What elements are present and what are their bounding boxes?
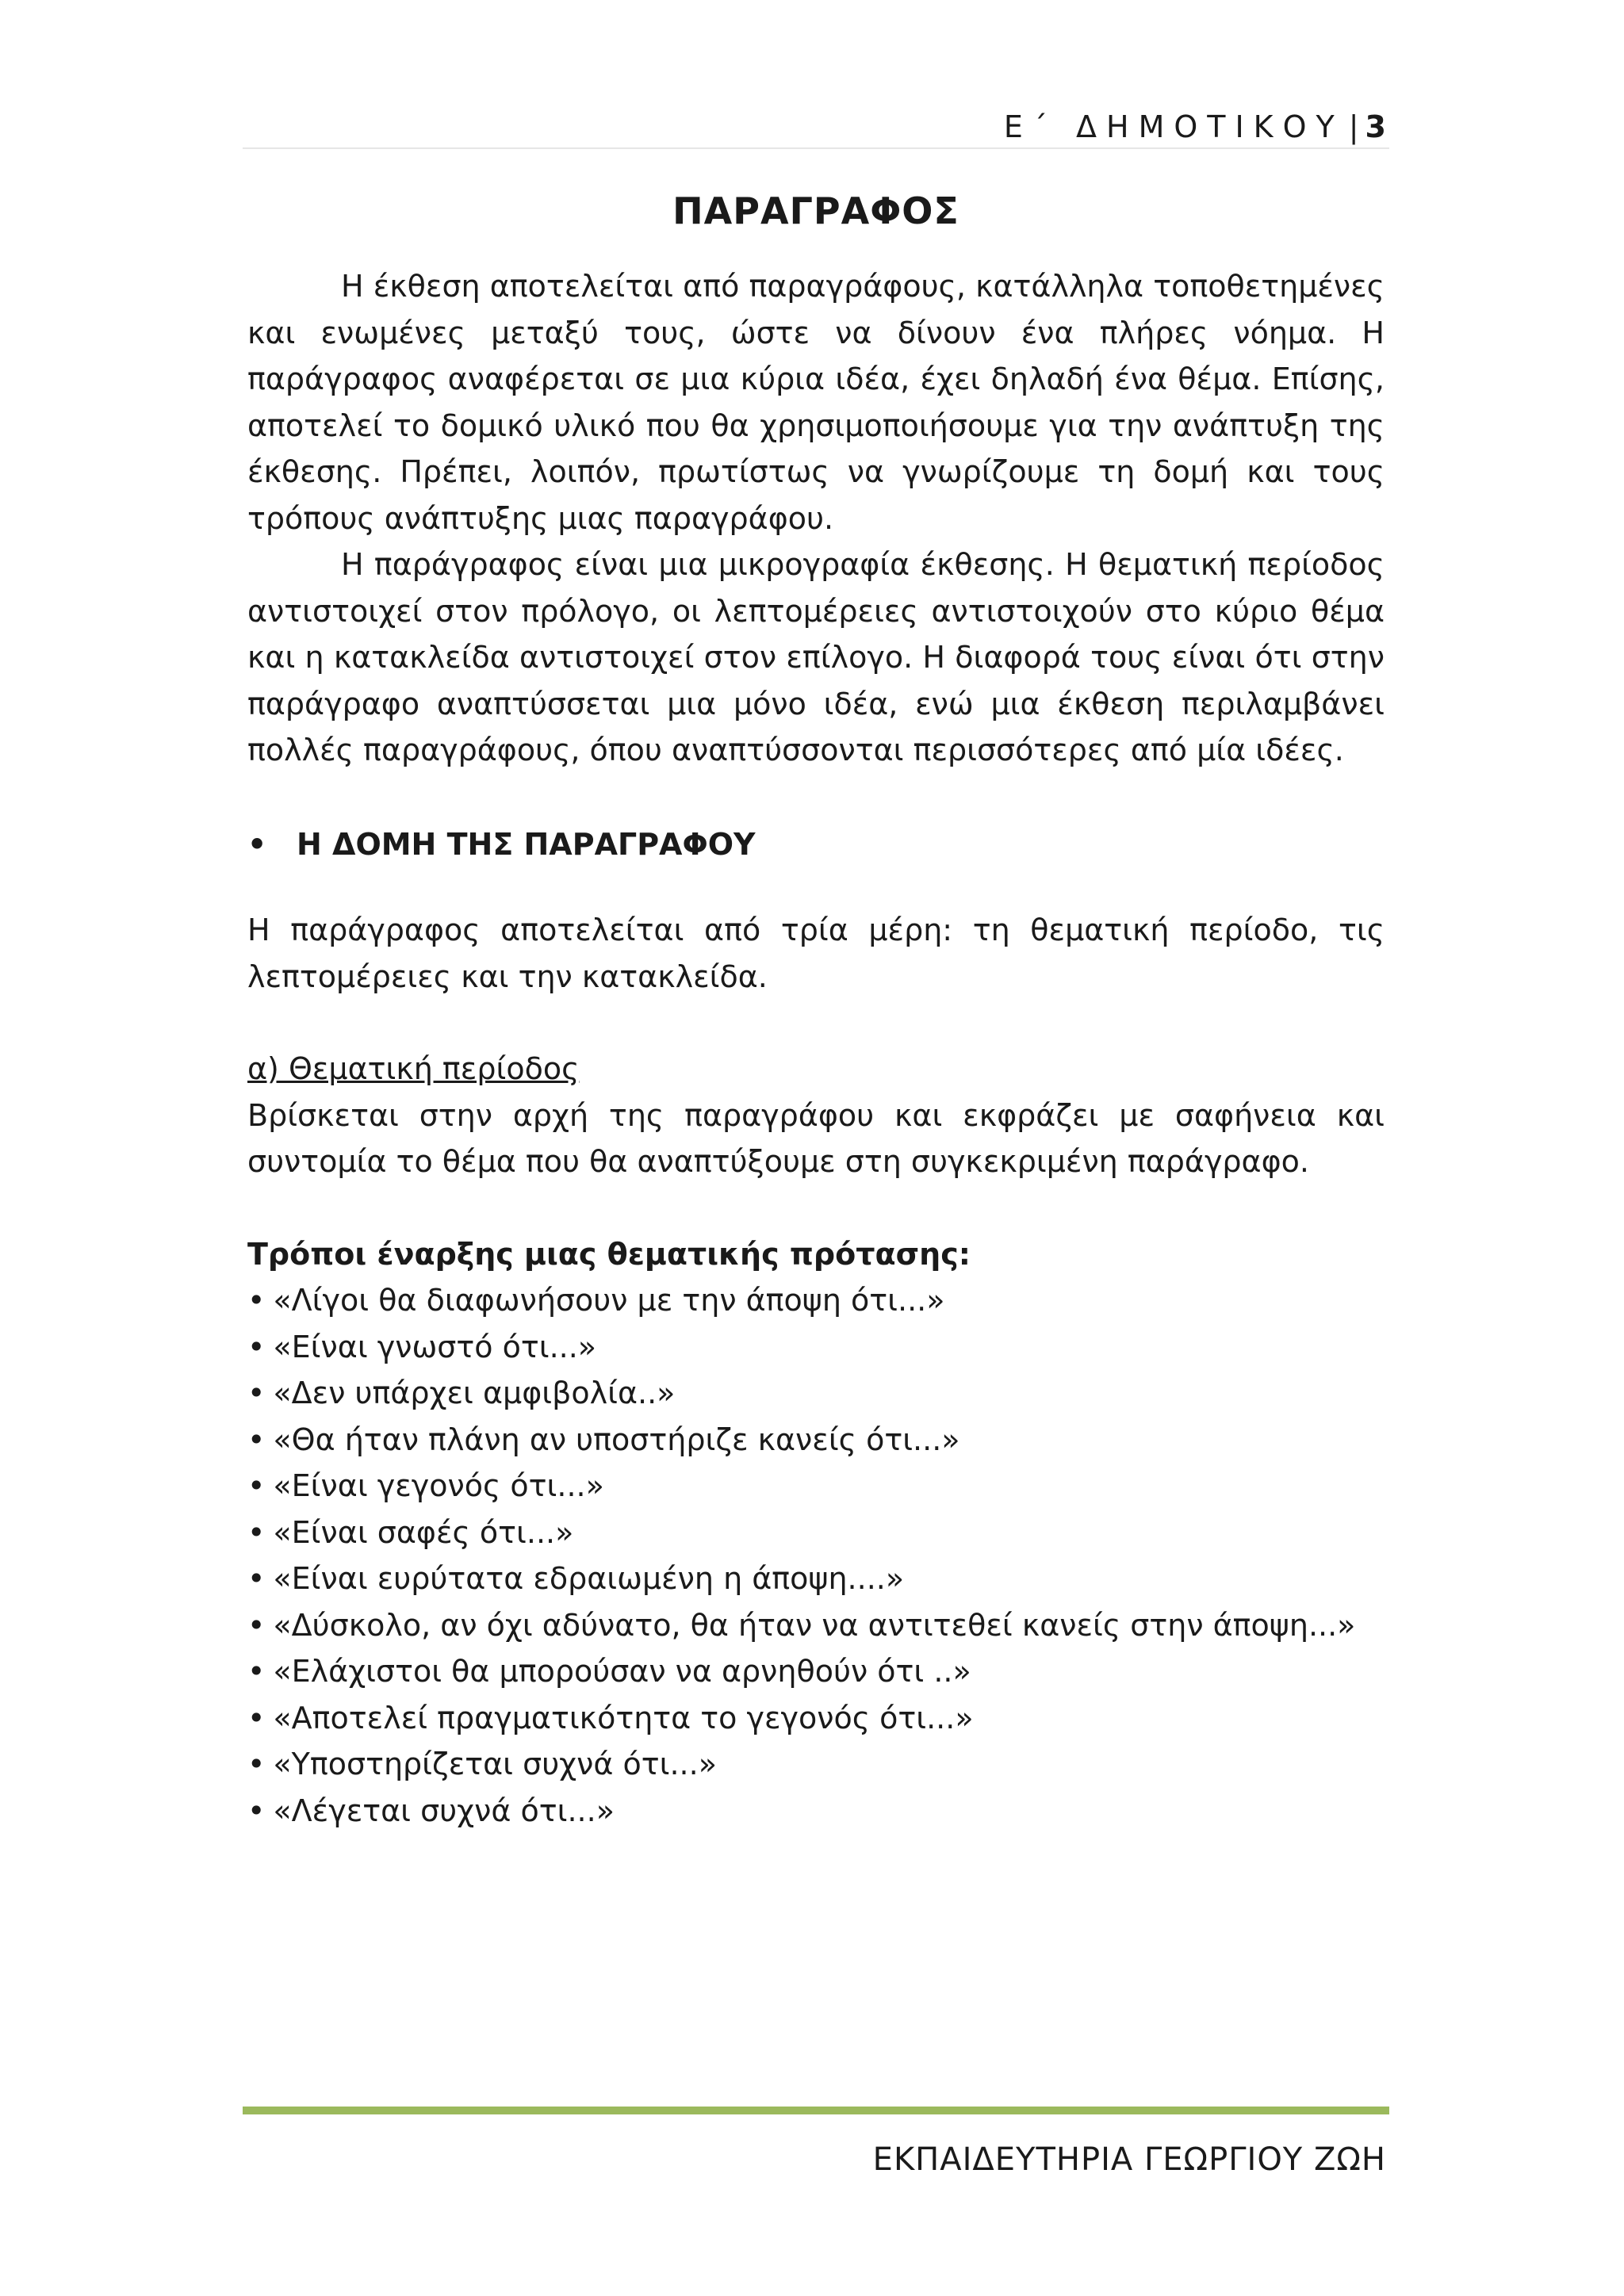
subheading-paragraph: Βρίσκεται στην αρχή της παραγράφου και εκφράζει με σαφήνεια και συντομία το θέμα που θα αναπτύξουμε στη συγκεκριμένη παράγραφο. <box>247 1097 1385 1179</box>
header-title: Ε΄ ΔΗΜΟΤΙΚΟΥ <box>1003 109 1344 144</box>
list-item <box>247 1510 1385 1556</box>
list-item <box>247 1463 1385 1510</box>
list-item <box>247 1741 1385 1788</box>
bullet-icon: • <box>247 1607 266 1643</box>
bullet-icon: • <box>247 1793 266 1828</box>
header-separator: | <box>1348 109 1359 144</box>
phrase-text: «Αποτελεί πραγματικότητα το γεγονός ότι...» <box>273 1700 974 1735</box>
list-item <box>247 1417 1385 1464</box>
subheading-thematic-period: α) Θεματική περίοδος <box>247 1051 580 1086</box>
phrase-text: «Είναι γνωστό ότι...» <box>273 1329 597 1364</box>
phrase-text: «Ελάχιστοι θα μπορούσαν να αρνηθούν ότι ..» <box>273 1654 971 1689</box>
intro-paragraph: Η έκθεση αποτελείται από παραγράφους, κατάλληλα τοποθετημένες και ενωμένες μεταξύ τους, ώστε να δίνουν ένα πλήρες νόημα. Η παράγραφος αναφέρεται σε μια κύρια ιδέα, έχει δηλαδή ένα θέμα. Επίσης, αποτελεί το δομικό υλικό που θα χρησιμοποιήσουμε για την ανάπτυξη της έκθεσης. Πρέπει, λοιπόν, πρωτίστως να γνωρίζουμε τη δομή και τους τρόπους ανάπτυξης μιας παραγράφου. <box>247 269 1385 536</box>
page-header <box>0 107 1386 147</box>
phrase-text: «Λέγεται συχνά ότι...» <box>273 1793 615 1828</box>
list-item <box>247 1277 1385 1324</box>
phrase-text: «Είναι γεγονός ότι...» <box>273 1468 604 1503</box>
list-item <box>247 1648 1385 1695</box>
bullet-icon: • <box>247 1468 266 1503</box>
bullet-icon: • <box>247 1514 266 1550</box>
document-title: ΠΑΡΑΓΡΑΦΟΣ <box>672 189 959 232</box>
phrase-text: «Δύσκολο, αν όχι αδύνατο, θα ήταν να αντιτεθεί κανείς στην άποψη...» <box>273 1607 1356 1643</box>
list-item <box>247 1324 1385 1371</box>
list-item <box>247 1556 1385 1602</box>
bullet-icon: • <box>247 1747 266 1781</box>
bullet-icon: • <box>247 1561 266 1596</box>
phrase-text: «Είναι ευρύτατα εδραιωμένη η άποψη....» <box>273 1561 905 1596</box>
phrase-text: «Υποστηρίζεται συχνά ότι...» <box>273 1747 717 1781</box>
list-item <box>247 1788 1385 1835</box>
phrase-text: «Λίγοι θα διαφωνήσουν με την άποψη ότι...» <box>273 1283 945 1318</box>
bullet-icon: • <box>247 1700 266 1735</box>
list-item <box>247 1602 1385 1649</box>
bullet-icon: • <box>247 1283 266 1318</box>
intro-paragraph: Η παράγραφος είναι μια μικρογραφία έκθεσης. Η θεματική περίοδος αντιστοιχεί στον πρόλογο, οι λεπτομέρειες αντιστοιχούν στο κύριο θέμα και η κατακλείδα αντιστοιχεί στον επίλογο. Η διαφορά τους είναι ότι στην παράγραφο αναπτύσσεται μια μόνο ιδέα, ενώ μια έκθεση περιλαμβάνει πολλές παραγράφους, όπου αναπτύσσονται περισσότερες από μία ιδέες. <box>247 547 1385 767</box>
bullet-icon: • <box>247 1654 266 1689</box>
list-item <box>247 1370 1385 1417</box>
page-number: 3 <box>1365 109 1386 144</box>
footer-text: ΕΚΠΑΙΔΕΥΤΗΡΙΑ ΓΕΩΡΓΙΟΥ ΖΩΗ <box>872 2141 1386 2178</box>
phrase-text: «Θα ήταν πλάνη αν υποστήριζε κανείς ότι...» <box>273 1422 960 1457</box>
bullet-icon: • <box>247 826 267 862</box>
phrases-list <box>247 1277 1385 1834</box>
bullet-icon: • <box>247 1376 266 1410</box>
bullet-icon: • <box>247 1329 266 1364</box>
structure-paragraph: Η παράγραφος αποτελείται από τρία μέρη: τη θεματική περίοδο, τις λεπτομέρειες και την κατακλείδα. <box>247 913 1385 994</box>
phrase-text: «Δεν υπάρχει αμφιβολία..» <box>273 1376 676 1410</box>
section-heading <box>247 821 1385 868</box>
footer-rule <box>243 2107 1389 2114</box>
phrases-heading: Τρόποι έναρξης μιας θεματικής πρότασης: <box>247 1236 971 1272</box>
document-body <box>247 187 1385 1834</box>
list-item <box>247 1695 1385 1742</box>
header-rule <box>243 147 1389 149</box>
phrase-text: «Είναι σαφές ότι...» <box>273 1514 574 1550</box>
bullet-icon: • <box>247 1422 266 1457</box>
section-heading-text: Η ΔΟΜΗ ΤΗΣ ΠΑΡΑΓΡΑΦΟΥ <box>297 826 756 862</box>
